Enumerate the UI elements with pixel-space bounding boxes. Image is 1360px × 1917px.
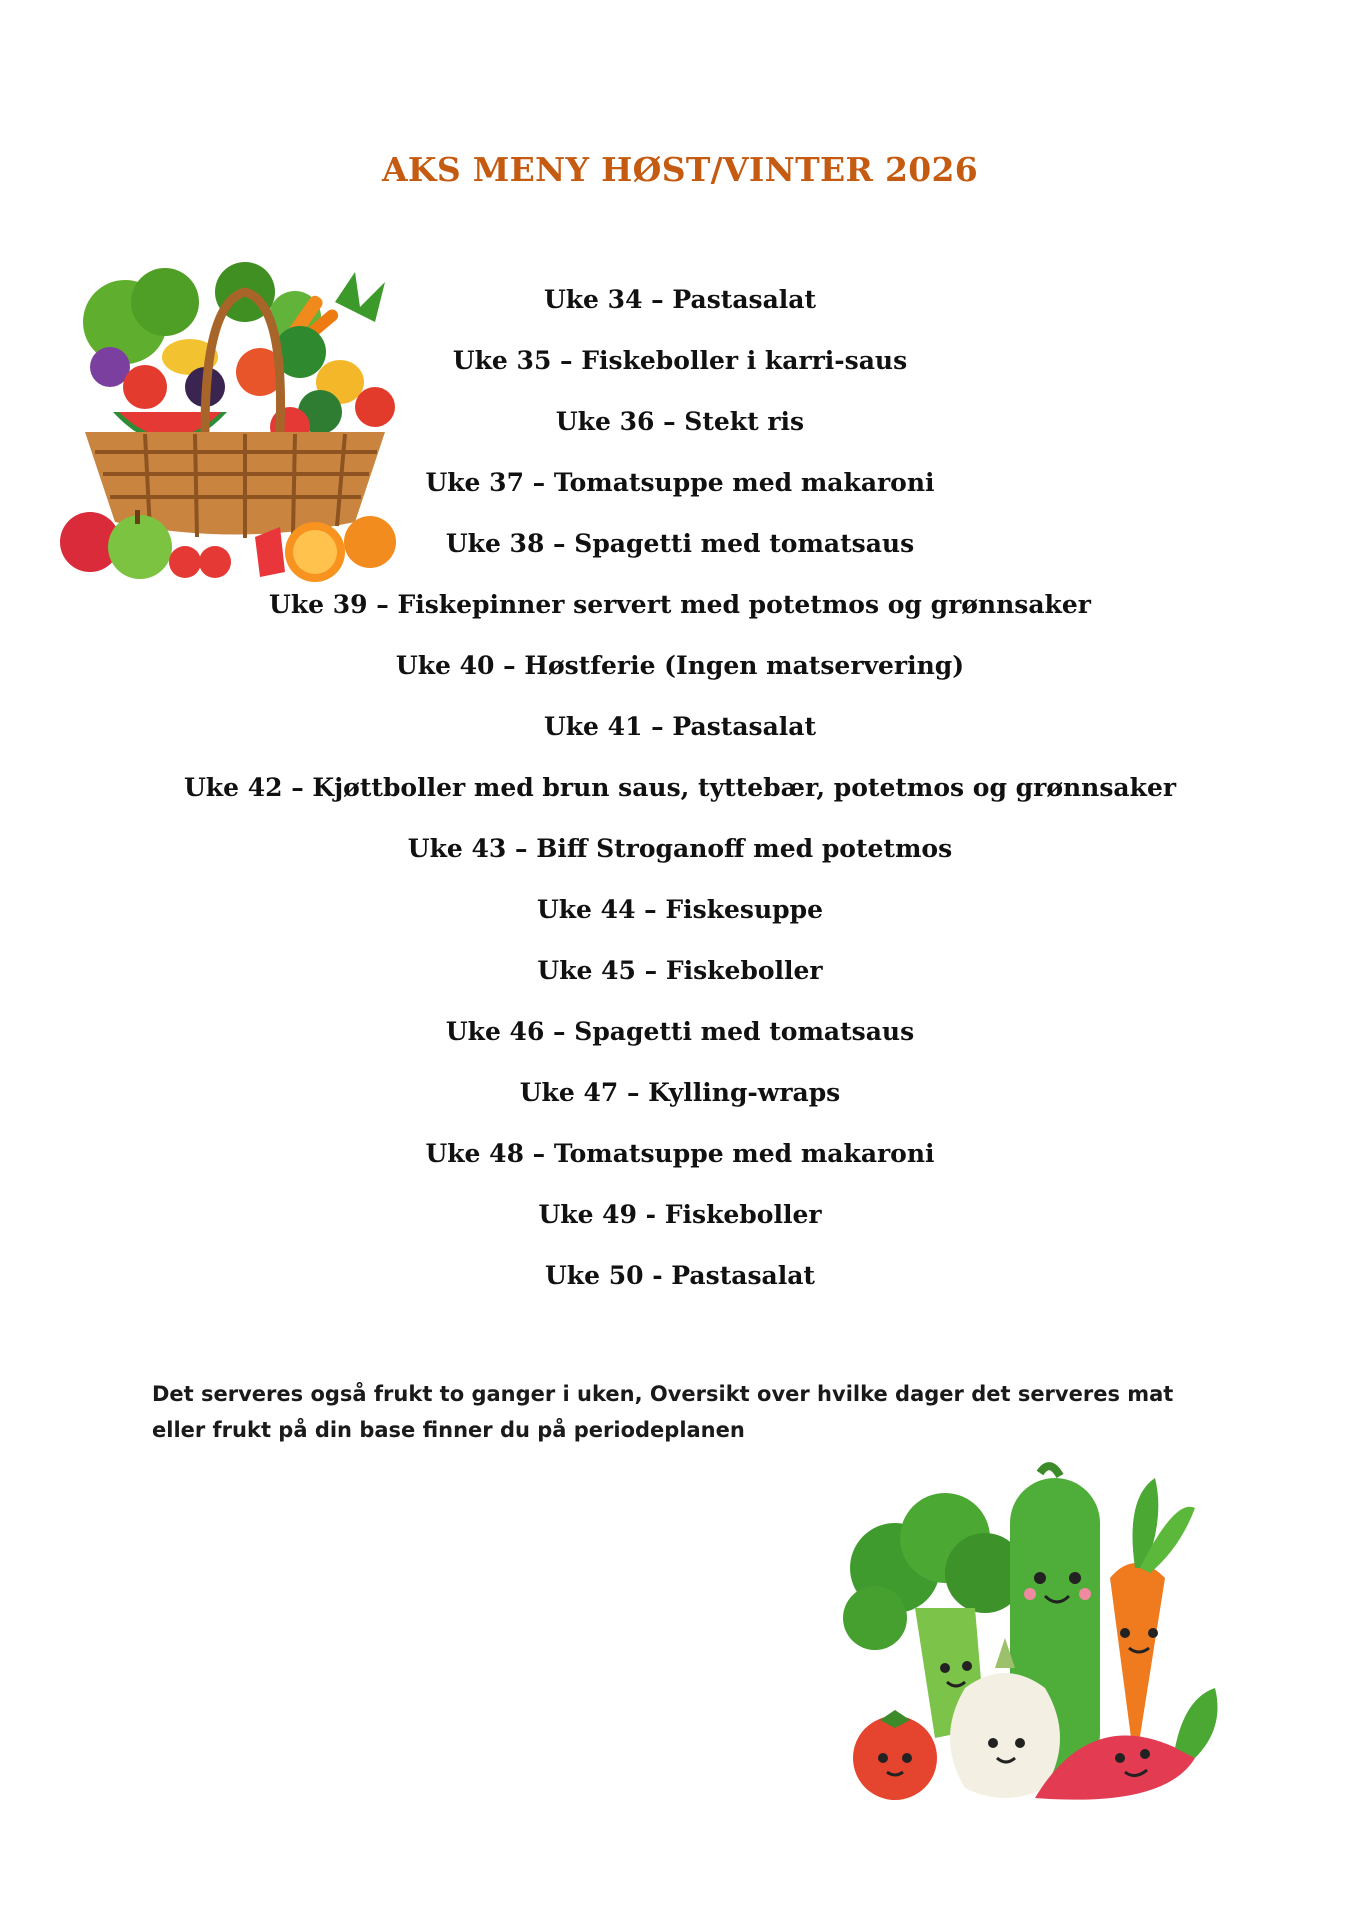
menu-item: Uke 49 - Fiskeboller [538,1200,822,1229]
menu-item: Uke 48 – Tomatsuppe med makaroni [425,1139,935,1168]
menu-item: Uke 38 – Spagetti med tomatsaus [445,529,915,558]
info-note [152,1376,1212,1448]
menu-item: Uke 45 – Fiskeboller [537,956,823,985]
menu-item: Uke 39 – Fiskepinner servert med potetmos og grønnsaker [269,590,1091,619]
menu-item: Uke 46 – Spagetti med tomatsaus [445,1017,915,1046]
menu-item: Uke 50 - Pastasalat [545,1261,815,1290]
info-note-line: Det serveres også frukt to ganger i uken, Oversikt over hvilke dager det serveres mat [152,1382,1174,1406]
menu-list [0,278,1360,1315]
menu-item: Uke 34 – Pastasalat [543,285,817,314]
menu-item: Uke 40 – Høstferie (Ingen matservering) [395,651,965,680]
menu-item: Uke 35 – Fiskeboller i karri-saus [452,346,908,375]
menu-item: Uke 44 – Fiskesuppe [536,895,824,924]
menu-item: Uke 41 – Pastasalat [543,712,817,741]
page-title: AKS MENY HØST/VINTER 2026 [381,150,979,189]
info-note-line: eller frukt på din base finner du på periodeplanen [152,1418,745,1442]
menu-item: Uke 43 – Biff Stroganoff med potetmos [407,834,953,863]
menu-item: Uke 47 – Kylling-wraps [519,1078,841,1107]
menu-item: Uke 42 – Kjøttboller med brun saus, tyttebær, potetmos og grønnsaker [183,773,1177,802]
vegetables-image [835,1458,1250,1828]
menu-item: Uke 36 – Stekt ris [555,407,805,436]
menu-item: Uke 37 – Tomatsuppe med makaroni [425,468,935,497]
